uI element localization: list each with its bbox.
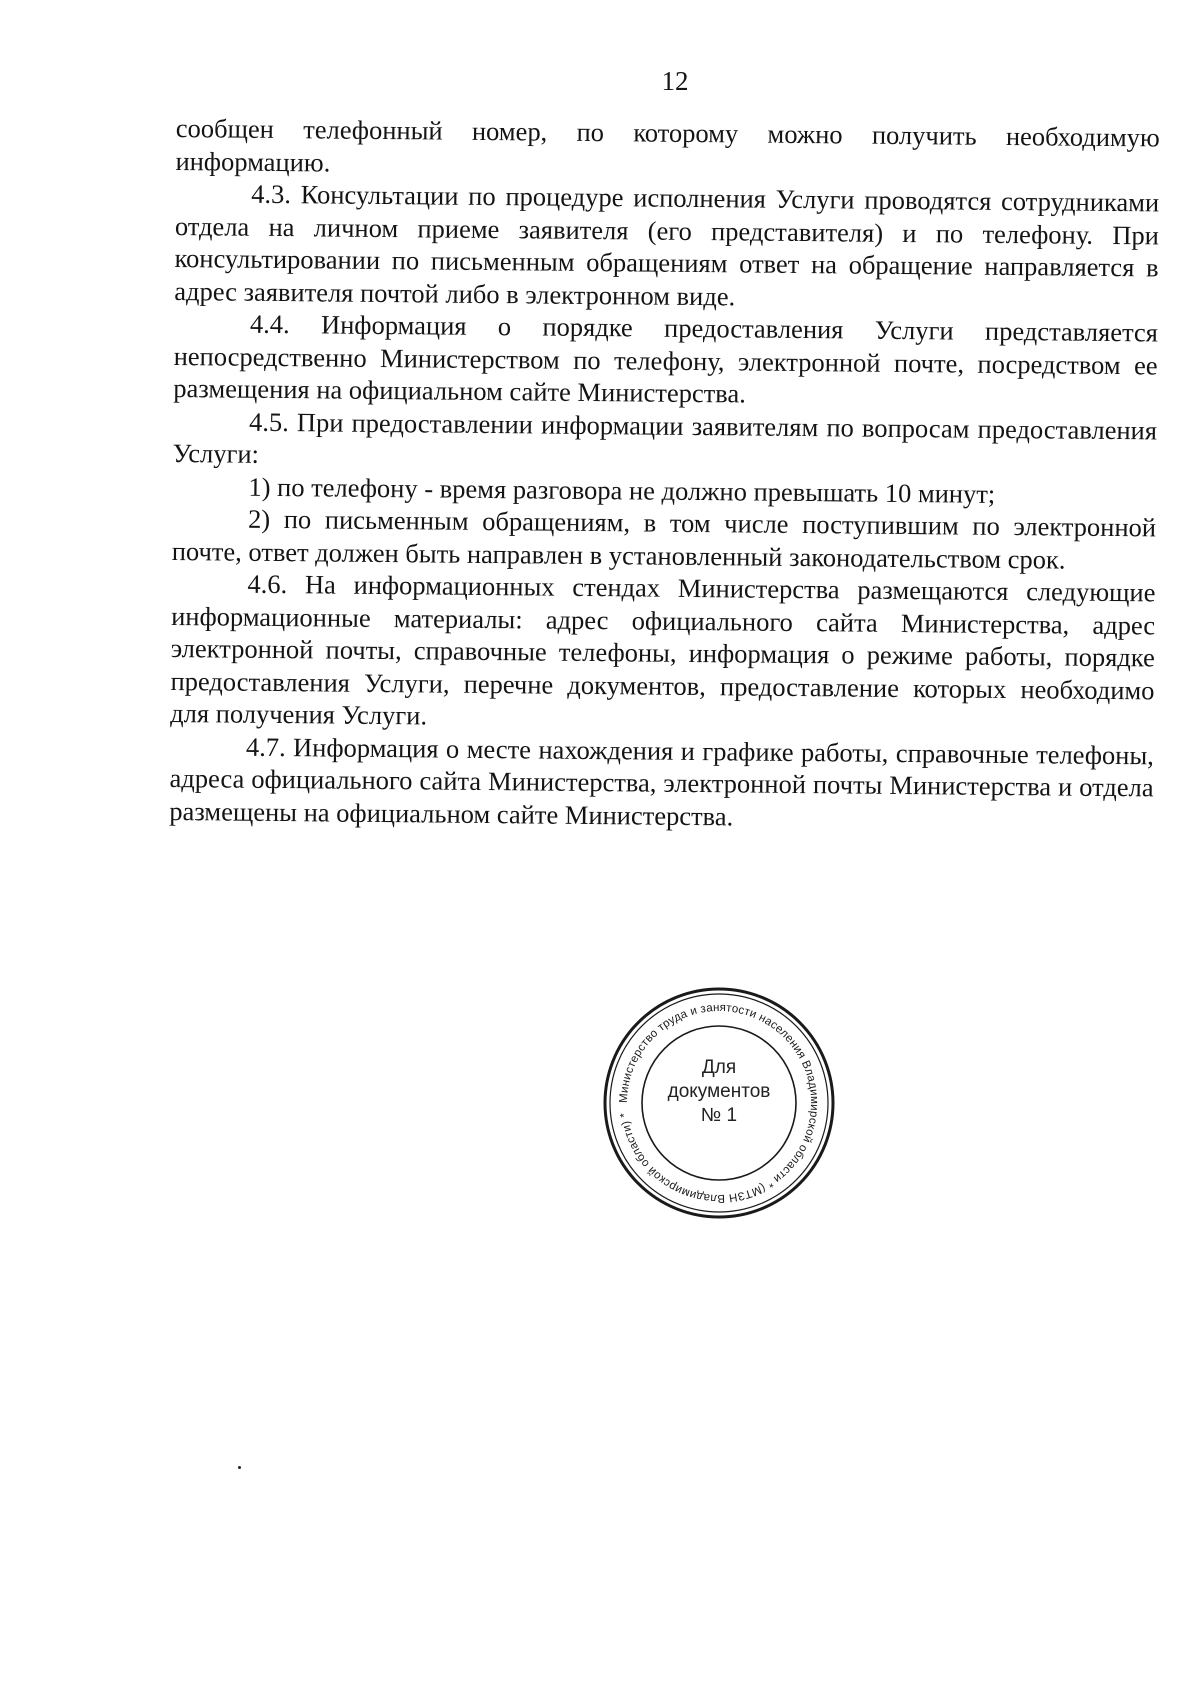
- scan-speck: [238, 1466, 241, 1469]
- paragraph-4-3: 4.3. Консультации по процедуре исполнения Услуги проводятся сотрудниками отдела на личном приеме заявителя (его представителя) и по телефону. При консультировании по письменным обращениям ответ на обращение направляется в адрес заявителя почтой либо в электронном виде.: [174, 178, 1160, 311]
- paragraph-4-5: 4.5. При предоставлении информации заявителям по вопросам предоставления Услуги:: [172, 406, 1158, 469]
- paragraph-4-5-item-1: 1) по телефону - время разговора не должно превышать 10 минут;: [248, 471, 996, 509]
- document-body: [169, 112, 1160, 836]
- paragraph-4-4: 4.4. Информация о порядке предоставления Услуги представляется непосредственно Министерством по телефону, электронной почте, посредством ее размещения на официальном сайте Министерства.: [173, 308, 1159, 409]
- stamp-center-line-3: № 1: [700, 1105, 738, 1126]
- paragraph-4-6: 4.6. На информационных стендах Министерства размещаются следующие информационные материалы: адрес официального сайта Министерства, адрес электронной почты, справочные телефоны, информация о режиме работы, порядке предоставления Услуги, перечне документов, предоставление которых необходимо для получения Услуги.: [170, 568, 1156, 731]
- stamp-ring-text: Министерство труда и занятости населения Владимирской области * (МТЗН Владимирской области) *: [617, 1001, 821, 1205]
- stamp-center-line-1: Для: [701, 1057, 737, 1078]
- paragraph-continuation: сообщен телефонный номер, по которому можно получить необходимую информацию.: [175, 112, 1160, 177]
- page-number: 12: [661, 66, 689, 96]
- paragraph-4-7: 4.7. Информация о месте нахождения и графике работы, справочные телефоны, адреса официального сайта Министерства, электронной почты Министерства и отдела размещены на официальном сайте Министерства.: [169, 731, 1155, 831]
- stamp-center-text: [600, 1056, 838, 1128]
- round-stamp: [600, 984, 838, 1222]
- stamp-center-line-2: документов: [667, 1081, 771, 1102]
- paragraph-4-5-item-2: 2) по письменным обращениям, в том числе поступившим по электронной почте, ответ должен быть направлен в установленный законодательством срок.: [171, 503, 1157, 575]
